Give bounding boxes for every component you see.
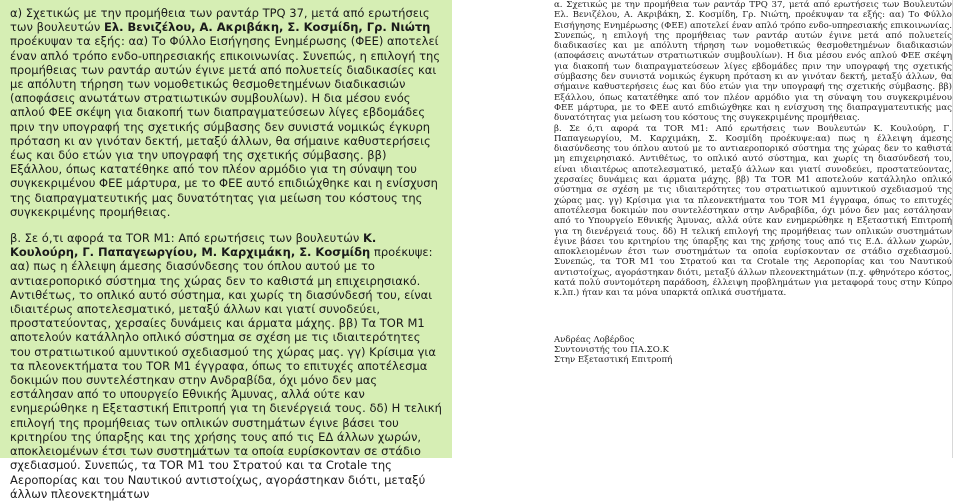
signature-name: Ανδρέας Λοβέρδος <box>554 334 635 345</box>
document-page <box>484 0 954 458</box>
document-body <box>554 0 952 366</box>
document-paragraph-b: β. Σε ό,τι αφορά τα TOR M1: Από ερωτήσεις των Βουλευτών Κ. Κουλούρη, Γ. Παπαγεωργίου, Μ. Καρχιμάκη, Σ. Κοσμίδη προέκυψε:αα) πως η έλλειψη άμεσης διασύνδεσης του όπλου αυτού με το αντιαεροπορικό σύστημα της χώρας δεν το καθιστά μη επιχειρησιακό. Αντιθέτως, το οπλικό αυτό σύστημα, και χωρίς τη διασύνδεσή του, είναι ιδιαιτέρως αποτελεσματικό, μεταξύ άλλων και γιατί συνοδεύει, προστατεύοντας, χερσαίες δυνάμεις και άρματα μάχης. ββ) Τα TOR M1 αποτελούν κατάλληλο οπλικό σύστημα σε σχέση με τις ιδιαιτερότητες του στρατιωτικού αμυντικού σχεδιασμού της χώρας μας. γγ) Κρίσιμα για τα πλεονεκτήματα του TOR M1 έγγραφα, όπως το επιτυχές αποτέλεσμα δοκιμών που συντελέστηκαν στην Ανδραβίδα, όχι μόνο δεν μας εστάλησαν από το Υπουργείο Εθνικής Άμυνας, αλλά ούτε καν ενημερώθηκε η Εξεταστική Επιτροπή για τη διενέργειά τους. δδ) Η τελική επιλογή της προμήθειας των οπλικών συστημάτων έγινε βάσει του κριτηρίου της ύπαρξης και της χρήσης τους από τις Ε.Δ. άλλων χωρών, αποκλειομένων έτσι των συστημάτων τα οποία ευρίσκονταν σε στάδιο σχεδιασμού. Συνεπώς, τα TOR M1 του Στρατού και τα Crotale της Αεροπορίας και του Ναυτικού αντιστοίχως, αγοράστηκαν διότι, μεταξύ άλλων πλεονεκτημάτων (π.χ. φθηνότερο κόστος, κατά πολύ συντομότερη παράδοση, έλλειψη προβλημάτων για μεταφορά τους στην Κύπρο κ.λπ.) ήταν και τα μόνα υπαρκτά οπλικά συστήματα. <box>554 123 952 299</box>
paragraph-a-intro: α) Σχετικώς με την προμήθεια των ραντάρ TPQ 37, μετά από ερωτήσεις των βουλευτών <box>10 6 430 35</box>
paragraph-b-body: προέκυψε: αα) πως η έλλειψη άμεσης διασύνδεσης του όπλου αυτού με το αντιαεροπορικό σύστημα της χώρας δεν το καθιστά μη επιχειρησιακό. Αντιθέτως, το οπλικό αυτό σύστημα, και χωρίς τη διασύνδεσή του, είναι ιδιαιτέρως αποτελεσματικό, μεταξύ άλλων και γιατί συνοδεύει, προστατεύοντας, χερσαίες δυνάμεις και άρματα μάχης. ββ) Τα TOR M1 αποτελούν κατάλληλο οπλικό σύστημα σε σχέση με τις ιδιαιτερότητες του στρατιωτικού αμυντικού σχεδιασμού της χώρας μας. γγ) Κρίσιμα για τα πλεονεκτήματα του TOR M1 έγγραφα, όπως το επιτυχές αποτέλεσμα δοκιμών που συντελέστηκαν στην Ανδραβίδα, όχι μόνο δεν μας εστάλησαν από το υπουργείο Εθνικής Άμυνας, αλλά ούτε καν ενημερώθηκε η Εξεταστική Επιτροπή για τη διενέργειά τους. δδ) Η τελική επιλογή της προμήθειας των οπλικών συστημάτων έγινε βάσει του κριτηρίου της ύπαρξης και της χρήσης τους από τις ΕΔ άλλων χωρών, αποκλειομένων έτσι των συστημάτων τα οποία ευρίσκονταν σε στάδιο σχεδιασμού. Συνεπώς, τα TOR M1 του Στρατού και τα Crotale της Αεροπορίας και του Ναυτικού αντιστοίχως, αγοράστηκαν διότι, μεταξύ άλλων πλεονεκτημάτων <box>10 245 442 501</box>
highlighted-text-panel <box>0 0 452 501</box>
document-paragraph-a: α. Σχετικώς με την προμήθεια των ραντάρ TPQ 37, μετά από ερωτήσεις των Βουλευτών Ελ. Βενιζέλου, Α. Ακριβάκη, Σ. Κοσμίδη, Γρ. Νιώτη, προέκυψαν τα εξής: αα) Το Φύλλο Εισήγησης Ενημέρωσης (ΦΕΕ) αποτελεί έναν απλό τρόπο ενδο-υπηρεσιακής επικοινωνίας. Συνεπώς, η επιλογή της προμήθειας των ραντάρ αυτών έγινε μετά από πολυετείς διαδικασίες και με απόλυτη τήρηση των νομοθετικώς θεσμοθετημένων διαδικασιών (αποφάσεις ανωτάτων στρατιωτικών συμβουλίων). Η δια μέσου ενός απλού ΦΕΕ σκέψη για διακοπή των διαπραγματεύσεων λίγες εβδομάδες πριν την υπογραφή της σχετικής σύμβασης δεν συνιστά νομικώς έγκυρη πρόταση κι αν γινόταν δεκτή, μεταξύ άλλων, θα σήμαινε καθυστερήσεις έως και δύο ετών για την υπογραφή της σχετικής σύμβασης. ββ) Εξάλλου, όπως κατατέθηκε από τον πλέον αρμόδιο για τη σύναψη του συγκεκριμένου ΦΕΕ μάρτυρα, με το ΦΕΕ αυτό επιδιώχθηκε και η ενίσχυση της διαπραγματευτικής μας δυνατότητας για μείωση του κόστους της συγκεκριμένης προμήθειας. <box>554 0 952 124</box>
paragraph-a-mps: Ελ. Βενιζέλου, Α. Ακριβάκη, Σ. Κοσμίδη, Γρ. Νιώτη <box>103 20 431 35</box>
signature-role: Συντονιστής του ΠΑ.ΣΟ.Κ <box>554 344 669 355</box>
paragraph-b-intro: β. Σε ό,τι αφορά τα TOR M1: Από ερωτήσεις των βουλευτών <box>10 231 363 246</box>
signature-block <box>554 335 952 366</box>
paragraph-b-mps: Κ. Κουλούρη, Γ. Παπαγεωργίου, Μ. Καρχιμάκη, Σ. Κοσμίδη <box>10 231 377 260</box>
paragraph-a <box>10 6 442 219</box>
signature-committee: Στην Εξεταστική Επιτροπή <box>554 355 673 366</box>
panel-gap <box>452 0 482 458</box>
paragraph-b <box>10 231 442 501</box>
page-edge-line <box>952 0 953 458</box>
paragraph-a-body: προέκυψαν τα εξής: αα) Το Φύλλο Εισήγησης Ενημέρωσης (ΦΕΕ) αποτελεί έναν απλό τρόπο ενδο-υπηρεσιακής επικοινωνίας. Συνεπώς, η επιλογή της προμήθειας των ραντάρ αυτών έγινε μετά από πολυετείς διαδικασίες και με απόλυτη τήρηση των νομοθετικώς θεσμοθετημένων διαδικασιών (αποφάσεις ανωτάτων στρατιωτικών συμβουλίων). Η δια μέσου ενός απλού ΦΕΕ σκέψη για διακοπή των διαπραγματεύσεων λίγες εβδομάδες πριν την υπογραφή της σχετικής σύμβασης δεν συνιστά νομικώς έγκυρη πρόταση κι αν γινόταν δεκτή, μεταξύ άλλων, θα σήμαινε καθυστερήσεις έως και δύο ετών για την υπογραφή της σχετικής σύμβασης. ββ) Εξάλλου, όπως κατατέθηκε από τον πλέον αρμόδιο για τη σύναψη του συγκεκριμένου ΦΕΕ μάρτυρα, με το ΦΕΕ αυτό επιδιώχθηκε και η ενίσχυση της διαπραγματευτικής μας δυνατότητας για μείωση του κόστους της συγκεκριμένης προμήθειας. <box>10 34 441 219</box>
